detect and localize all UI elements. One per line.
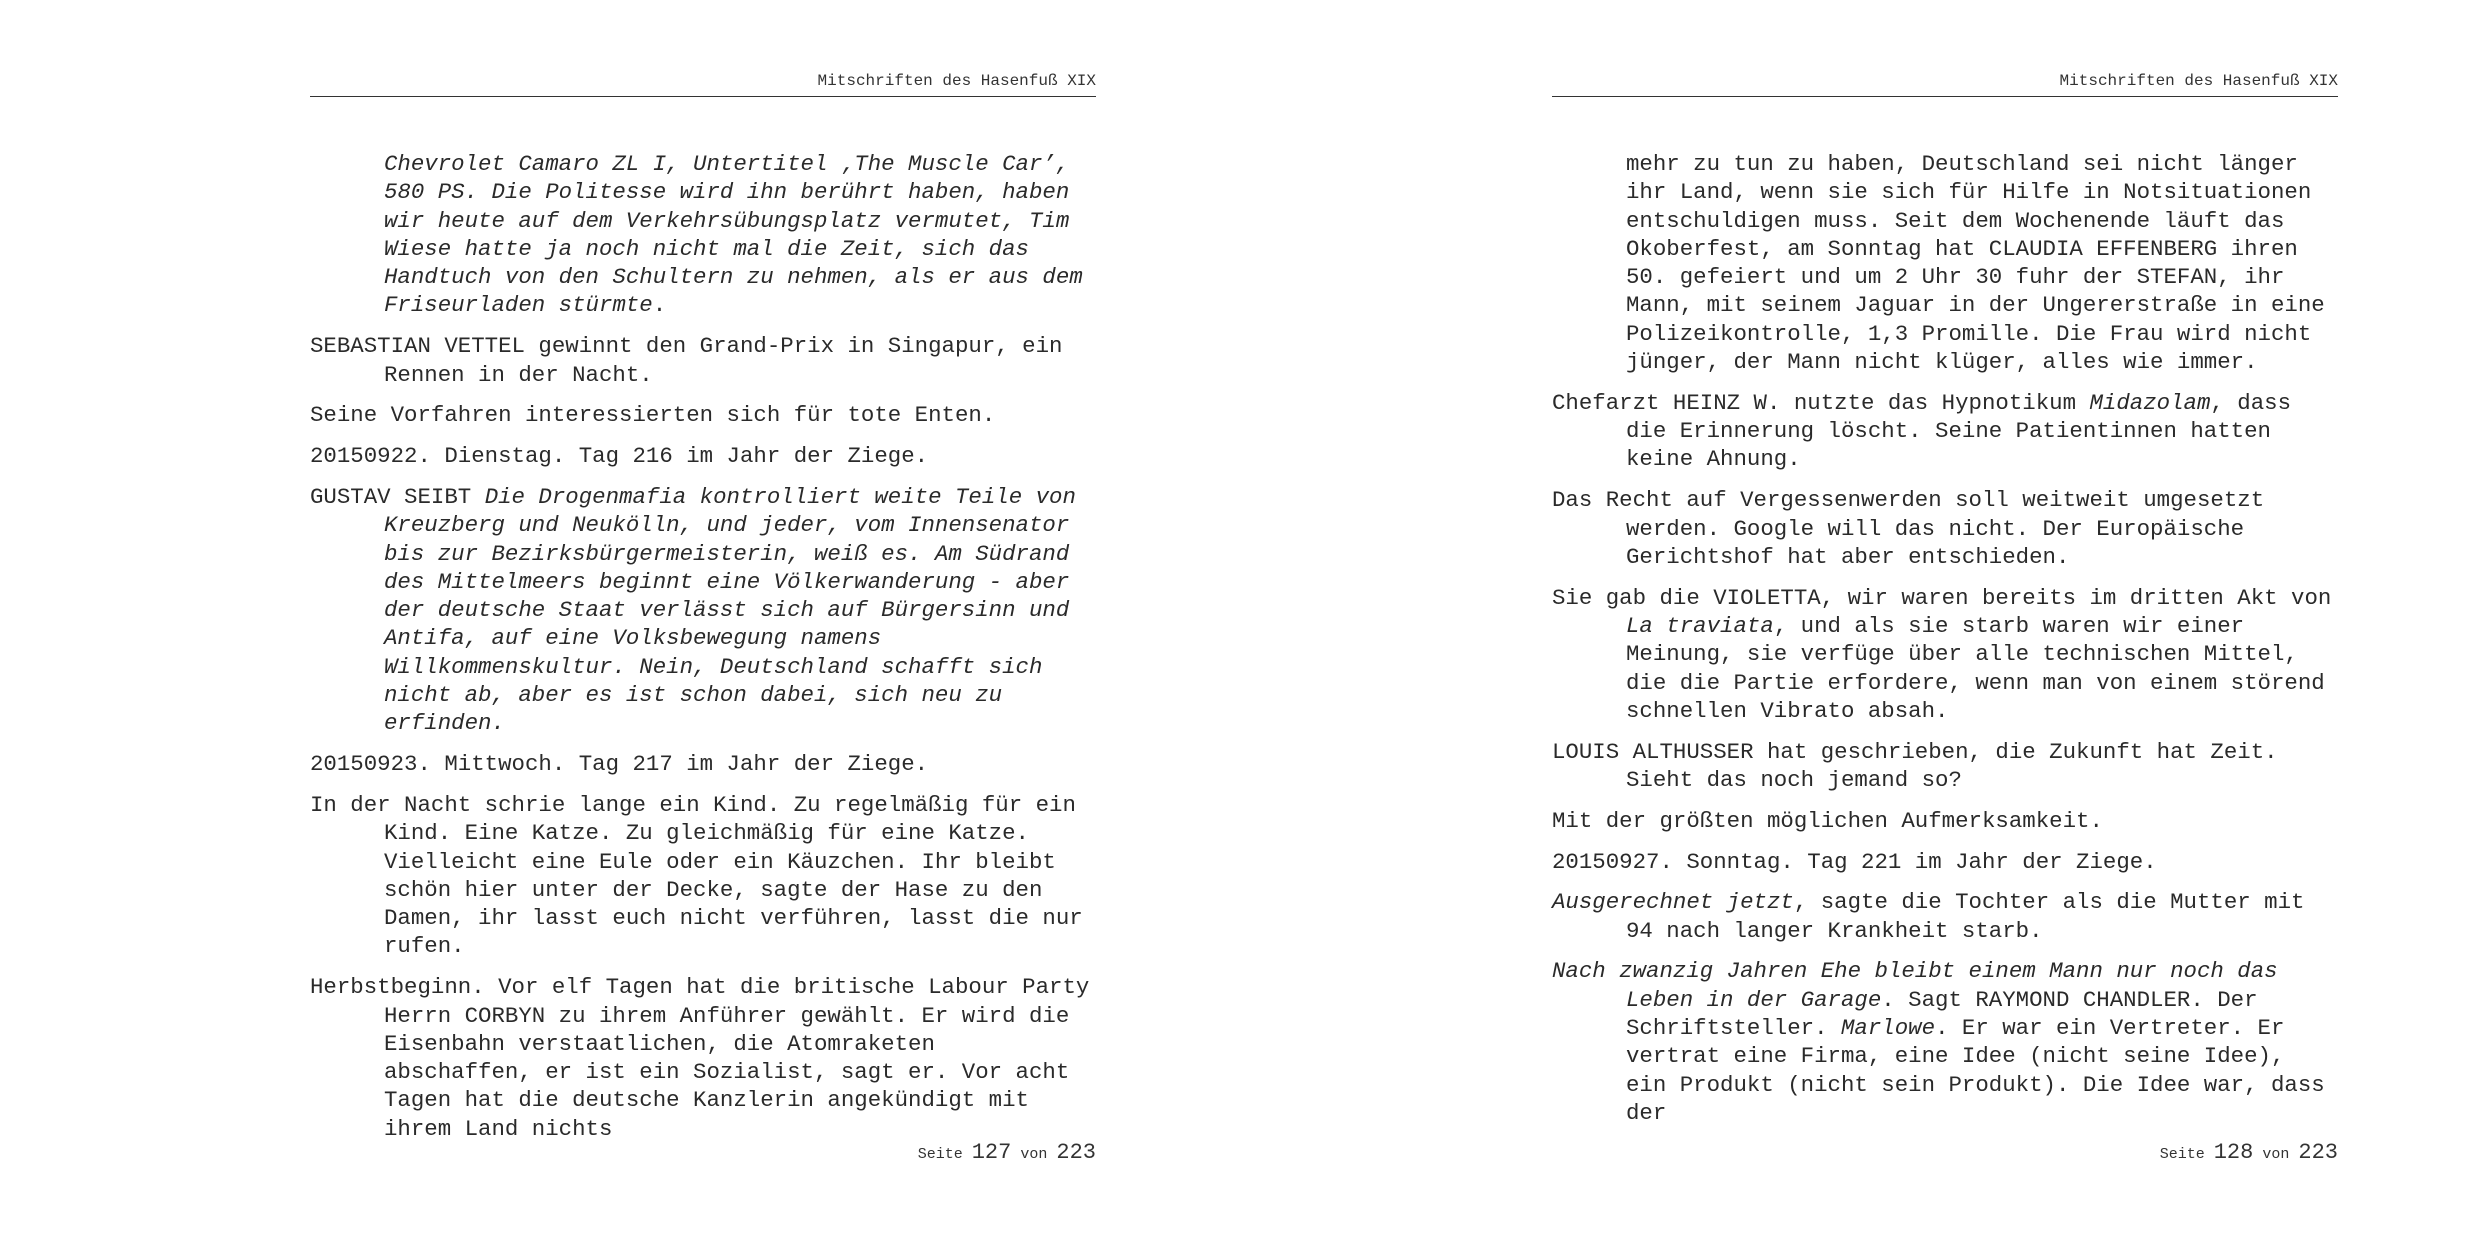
header-rule bbox=[310, 96, 1096, 97]
footer-middle: von bbox=[1020, 1146, 1048, 1163]
text-run: Sie gab die VIOLETTA, wir waren bereits im dritten Akt von bbox=[1552, 584, 2332, 611]
page-footer bbox=[918, 1140, 1096, 1165]
italic-text: Ausgerechnet jetzt bbox=[1552, 889, 1794, 916]
paragraph bbox=[310, 332, 1096, 389]
text-run: 20150927. Sonntag. Tag 221 im Jahr der Ziege. bbox=[1552, 848, 2157, 875]
right-page bbox=[1552, 0, 2338, 1240]
italic-text: Die Drogenmafia kontrolliert weite Teile von Kreuzberg und Neukölln, und jeder, vom Innensenator bis zur Bezirksbürgermeisterin, weiß es. Am Südrand des Mittelmeers beginnt eine Völkerwanderung - aber der deutsche Staat verlässt sich auf Bürgersinn und Antifa, auf eine Volksbewegung namens Willkommenskultur. Nein, Deutschland schafft sich nicht ab, aber es ist schon dabei, sich neu zu erfinden. bbox=[384, 483, 1076, 737]
paragraph bbox=[1552, 486, 2338, 571]
paragraph bbox=[310, 150, 1096, 320]
text-run: mehr zu tun zu haben, Deutschland sei nicht länger ihr Land, wenn sie sich für Hilfe in Notsituationen entschuldigen muss. Seit dem Wochenende läuft das Okoberfest, am Sonntag hat CLAUDIA EFFENBERG ihren 50. gefeiert und um 2 Uhr 30 fuhr der STEFAN, ihr Mann, mit seinem Jaguar in der Ungererstraße in eine Polizeikontrolle, 1,3 Promille. Die Frau wird nicht jünger, der Mann nicht klüger, alles wie immer. bbox=[1626, 151, 2325, 376]
text-run: . Er war ein Vertreter. Er vertrat eine Firma, eine Idee (nicht seine Idee), ein Produkt (nicht sein Produkt). Die Idee war, dass der bbox=[1626, 1015, 2325, 1126]
paragraph bbox=[310, 791, 1096, 961]
text-run: Mit der größten möglichen Aufmerksamkeit. bbox=[1552, 807, 2103, 834]
paragraph bbox=[1552, 848, 2338, 876]
running-head: Mitschriften des Hasenfuß XIX bbox=[817, 72, 1096, 90]
italic-text: Marlowe bbox=[1841, 1015, 1936, 1042]
footer-prefix: Seite bbox=[917, 1146, 963, 1163]
italic-text: Chevrolet Camaro ZL I, Untertitel ‚The Muscle Car’, 580 PS. Die Politesse wird ihn berührt haben, haben wir heute auf dem Verkehrsübungsplatz vermutet, Tim Wiese hatte ja noch nicht mal die Zeit, sich das Handtuch von den Schultern zu nehmen, als er aus dem Friseurladen stürmte bbox=[384, 151, 1083, 319]
paragraph bbox=[310, 401, 1096, 429]
page-body bbox=[1552, 150, 2338, 1140]
text-run: , und als sie starb waren wir einer Meinung, sie verfüge über alle technischen Mittel, die die Partie erfordere, wenn man von einem störend schnellen Vibrato absah. bbox=[1626, 612, 2325, 724]
running-head: Mitschriften des Hasenfuß XIX bbox=[2059, 72, 2338, 90]
paragraph bbox=[1552, 957, 2338, 1127]
header-rule bbox=[1552, 96, 2338, 97]
page-footer bbox=[2160, 1140, 2338, 1165]
paragraph bbox=[310, 973, 1096, 1143]
page-number: 128 bbox=[2213, 1140, 2254, 1165]
page-total: 223 bbox=[2298, 1140, 2338, 1165]
text-run: , sagte die Tochter als die Mutter mit 94 nach langer Krankheit starb. bbox=[1626, 889, 2305, 944]
italic-text: Nach zwanzig Jahren Ehe bleibt einem Mann nur noch das Leben in der Garage bbox=[1552, 958, 2278, 1013]
text-run: . Sagt RAYMOND CHANDLER. Der Schriftsteller. bbox=[1626, 986, 2258, 1042]
paragraph bbox=[310, 483, 1096, 738]
text-run: In der Nacht schrie lange ein Kind. Zu regelmäßig für ein Kind. Eine Katze. Zu gleichmäßig für eine Katze. Vielleicht eine Eule oder ein Käuzchen. Ihr bleibt schön hier unter der Decke, sagte der Hase zu den Damen, ihr lasst euch nicht verführen, lasst die nur rufen. bbox=[310, 791, 1083, 960]
text-run: . bbox=[652, 292, 667, 319]
text-run: Das Recht auf Vergessenwerden soll weitweit umgesetzt werden. Google will das nicht. Der Europäische Gerichtshof hat aber entschieden. bbox=[1552, 487, 2265, 570]
left-page bbox=[310, 0, 1096, 1240]
paragraph bbox=[1552, 807, 2338, 835]
page-body bbox=[310, 150, 1096, 1156]
page-total: 223 bbox=[1056, 1140, 1096, 1165]
italic-text: Midazolam bbox=[2089, 389, 2211, 416]
italic-text: La traviata bbox=[1626, 612, 1774, 639]
page-number: 127 bbox=[971, 1140, 1012, 1165]
paragraph bbox=[1552, 150, 2338, 376]
text-run: 20150923. Mittwoch. Tag 217 im Jahr der Ziege. bbox=[310, 751, 929, 778]
text-run: GUSTAV SEIBT bbox=[310, 483, 485, 510]
paragraph bbox=[1552, 584, 2338, 725]
footer-middle: von bbox=[2262, 1146, 2290, 1163]
paragraph bbox=[310, 750, 1096, 778]
paragraph bbox=[1552, 738, 2338, 795]
paragraph bbox=[310, 442, 1096, 470]
text-run: Seine Vorfahren interessierten sich für tote Enten. bbox=[310, 402, 996, 429]
text-run: SEBASTIAN VETTEL gewinnt den Grand-Prix in Singapur, ein Rennen in der Nacht. bbox=[310, 333, 1063, 388]
footer-prefix: Seite bbox=[2159, 1146, 2205, 1163]
text-run: LOUIS ALTHUSSER hat geschrieben, die Zukunft hat Zeit. Sieht das noch jemand so? bbox=[1552, 738, 2278, 793]
text-run: Herbstbeginn. Vor elf Tagen hat die britische Labour Party Herrn CORBYN zu ihrem Anführer gewählt. Er wird die Eisenbahn verstaatlichen, die Atomraketen abschaffen, er ist ein Sozialist, sagt er. Vor acht Tagen hat die deutsche Kanzlerin angekündigt mit ihrem Land nichts bbox=[310, 974, 1090, 1142]
paragraph bbox=[1552, 888, 2338, 945]
text-run: 20150922. Dienstag. Tag 216 im Jahr der Ziege. bbox=[310, 443, 929, 470]
text-run: , dass die Erinnerung löscht. Seine Patientinnen hatten keine Ahnung. bbox=[1626, 389, 2292, 473]
paragraph bbox=[1552, 389, 2338, 474]
text-run: Chefarzt HEINZ W. nutzte das Hypnotikum bbox=[1552, 389, 2090, 416]
